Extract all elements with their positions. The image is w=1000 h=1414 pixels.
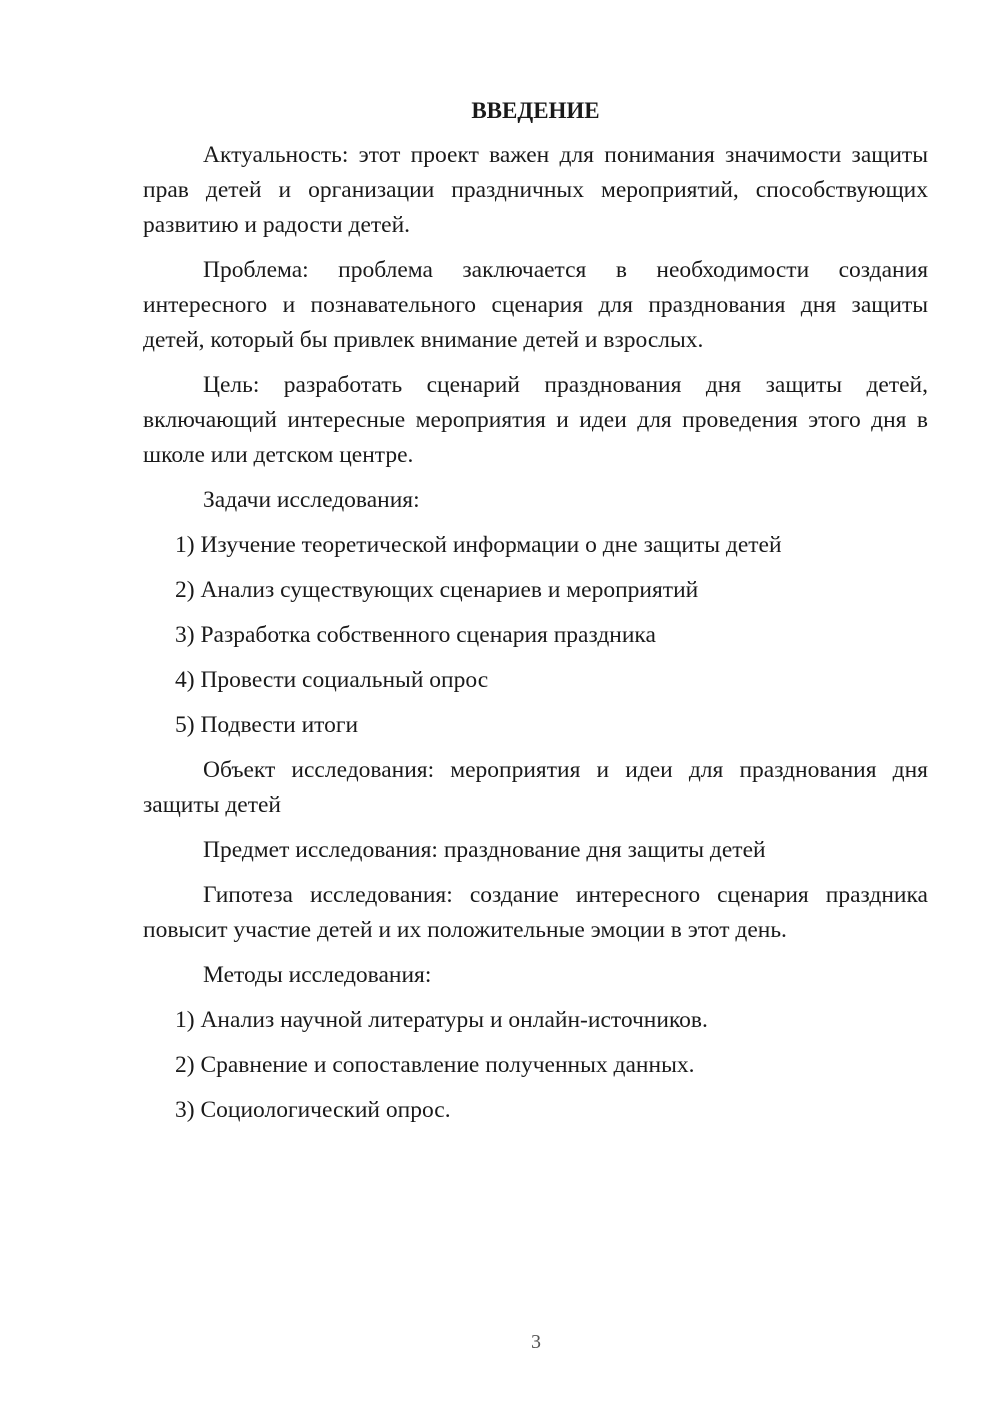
page-number: 3 [531, 1331, 541, 1353]
method-item: 1) Анализ научной литературы и онлайн-источников. [175, 1007, 708, 1033]
relevance-paragraph: Актуальность: этот проект важен для понимания значимости защиты прав детей и организации праздничных мероприятий, способствующих развитию и радости детей. [143, 142, 928, 238]
goal-paragraph: Цель: разработать сценарий празднования дня защиты детей, включающий интересные мероприятия и идеи для проведения этого дня в школе или детском центре. [143, 372, 928, 468]
section-heading: ВВЕДЕНИЕ [471, 98, 600, 123]
hypothesis-paragraph: Гипотеза исследования: создание интересного сценария праздника повысит участие детей и их положительные эмоции в этот день. [143, 882, 928, 943]
methods-title: Методы исследования: [203, 962, 432, 988]
problem-paragraph: Проблема: проблема заключается в необходимости создания интересного и познавательного сценария для празднования дня защиты детей, который бы привлек внимание детей и взрослых. [143, 257, 928, 353]
task-item: 4) Провести социальный опрос [175, 667, 489, 693]
object-paragraph: Объект исследования: мероприятия и идеи для празднования дня защиты детей [143, 757, 928, 818]
document-body [143, 93, 928, 1138]
tasks-title: Задачи исследования: [203, 487, 420, 513]
methods-list [143, 1003, 928, 1128]
tasks-list [143, 528, 928, 743]
task-item: 2) Анализ существующих сценариев и мероприятий [175, 577, 699, 603]
task-item: 1) Изучение теоретической информации о дне защиты детей [175, 532, 782, 558]
subject-paragraph: Предмет исследования: празднование дня защиты детей [203, 837, 766, 863]
method-item: 2) Сравнение и сопоставление полученных данных. [175, 1052, 695, 1078]
method-item: 3) Социологический опрос. [175, 1097, 451, 1123]
task-item: 5) Подвести итоги [175, 712, 359, 738]
task-item: 3) Разработка собственного сценария праздника [175, 622, 656, 648]
